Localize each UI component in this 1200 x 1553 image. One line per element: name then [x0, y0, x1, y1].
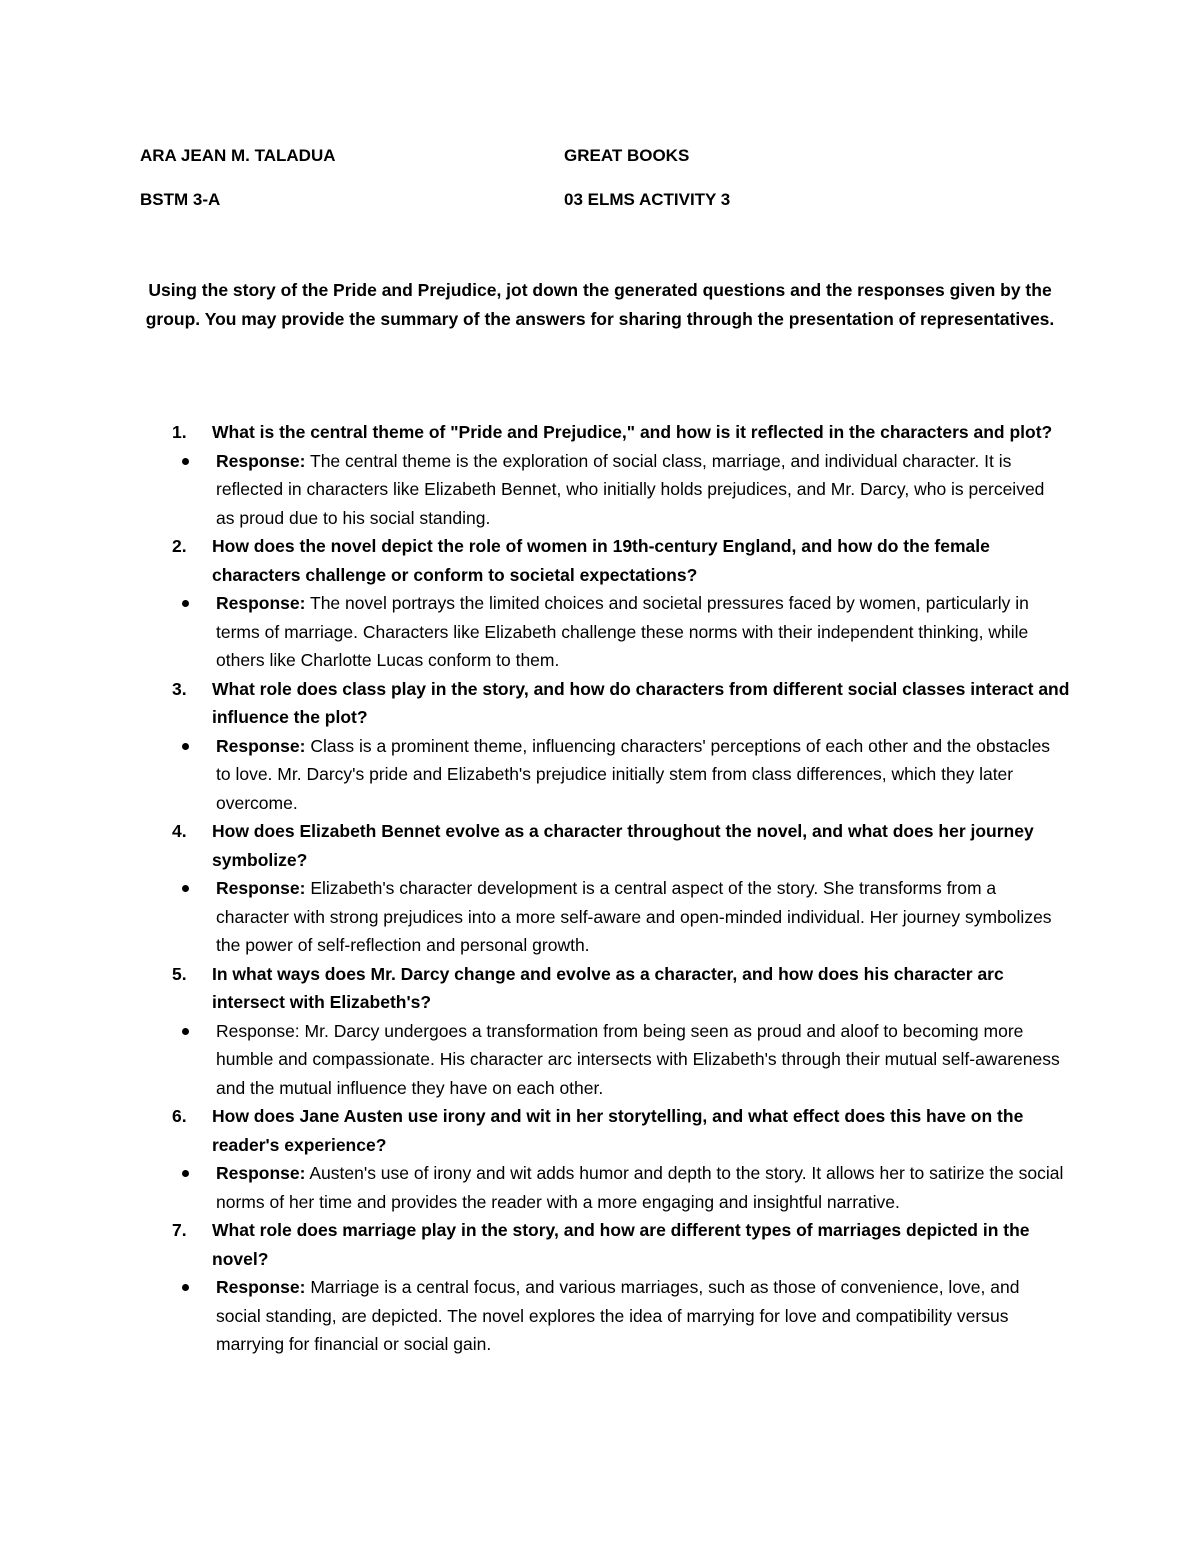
- question-text: How does Jane Austen use irony and wit in her storytelling, and what effect does this have on the reader's experience?: [212, 1106, 1024, 1155]
- question-item: [0, 960, 1072, 1017]
- response-label: Response:: [216, 593, 306, 613]
- question-text: How does the novel depict the role of women in 19th-century England, and how do the female characters challenge or conform to societal expectations?: [212, 536, 990, 585]
- response-item: [0, 589, 1066, 675]
- response-label: Response:: [216, 450, 306, 471]
- response-item: [0, 732, 1066, 818]
- response-label: Response:: [216, 878, 306, 898]
- bullet-icon: [182, 600, 189, 607]
- response-text: Marriage is a central focus, and various marriages, such as those of convenience, love, and social standing, are depicted. The novel explores the idea of marrying for love and compatibility versus marrying for financial or social gain.: [216, 1277, 1020, 1354]
- response-label: Response:: [216, 1277, 306, 1297]
- question-text: What is the central theme of "Pride and Prejudice," and how is it reflected in the characters and plot?: [212, 422, 1053, 442]
- response-item: [0, 1273, 1066, 1359]
- question-item: [0, 418, 1072, 447]
- response-item: [0, 447, 1066, 533]
- student-name: ARA JEAN M. TALADUA: [140, 146, 336, 165]
- question-number: 4.: [172, 821, 187, 841]
- question-number: 1.: [172, 422, 187, 442]
- response-label: Response:: [216, 735, 306, 756]
- subject-name: GREAT BOOKS: [564, 146, 690, 165]
- bullet-icon: [182, 885, 189, 892]
- question-text: How does Elizabeth Bennet evolve as a character throughout the novel, and what does her journey symbolize?: [212, 821, 1034, 870]
- question-text: In what ways does Mr. Darcy change and evolve as a character, and how does his character arc intersect with Elizabeth's?: [212, 963, 1004, 1012]
- question-item: [0, 675, 1072, 732]
- response-text: Class is a prominent theme, influencing characters' perceptions of each other and the obstacles to love. Mr. Darcy's pride and Elizabeth's prejudice initially stem from class differences, which they later overcome.: [216, 735, 1051, 813]
- student-section: BSTM 3-A: [140, 190, 221, 209]
- bullet-icon: [182, 1284, 189, 1291]
- response-text: The novel portrays the limited choices and societal pressures faced by women, particularly in terms of marriage. Characters like Elizabeth challenge these norms with their independent thinking, while others like Charlotte Lucas conform to them.: [216, 593, 1029, 670]
- response-text: Mr. Darcy undergoes a transformation from being seen as proud and aloof to becoming more humble and compassionate. His character arc intersects with Elizabeth's through their mutual self-awareness and the mutual influence they have on each other.: [216, 1020, 1060, 1098]
- question-number: 2.: [172, 536, 187, 556]
- bullet-icon: [182, 1028, 189, 1035]
- question-text: What role does class play in the story, and how do characters from different social classes interact and influence the plot?: [212, 678, 1070, 727]
- question-number: 7.: [172, 1220, 187, 1240]
- question-item: [0, 1216, 1072, 1273]
- question-item: [0, 532, 1072, 589]
- response-label: Response:: [216, 1163, 306, 1183]
- response-item: [0, 1017, 1066, 1103]
- question-number: 3.: [172, 678, 187, 699]
- response-text: The central theme is the exploration of social class, marriage, and individual character. It is reflected in characters like Elizabeth Bennet, who initially holds prejudices, and Mr. Darcy, who is perceived as proud due to his social standing.: [216, 450, 1045, 528]
- bullet-icon: [182, 1170, 189, 1177]
- instructions-paragraph: Using the story of the Pride and Prejudice, jot down the generated questions and the responses given by the group. You may provide the summary of the answers for sharing through the presentation of representatives.: [145, 280, 1055, 329]
- question-item: [0, 817, 1072, 874]
- question-text: What role does marriage play in the story, and how are different types of marriages depicted in the novel?: [212, 1220, 1030, 1269]
- question-number: 5.: [172, 963, 187, 984]
- response-item: [0, 874, 1066, 960]
- response-text: Elizabeth's character development is a central aspect of the story. She transforms from a character with strong prejudices into a more self-aware and open-minded individual. Her journey symbolizes the power of self-reflection and personal growth.: [216, 878, 1052, 955]
- response-label: Response:: [216, 1020, 300, 1041]
- bullet-icon: [182, 458, 189, 465]
- bullet-icon: [182, 743, 189, 750]
- question-number: 6.: [172, 1106, 187, 1126]
- qa-list: [0, 418, 1200, 1359]
- response-item: [0, 1159, 1066, 1216]
- question-item: [0, 1102, 1072, 1159]
- response-text: Austen's use of irony and wit adds humor and depth to the story. It allows her to satirize the social norms of her time and provides the reader with a more engaging and insightful narrative.: [216, 1163, 1064, 1212]
- activity-title: 03 ELMS ACTIVITY 3: [564, 190, 731, 209]
